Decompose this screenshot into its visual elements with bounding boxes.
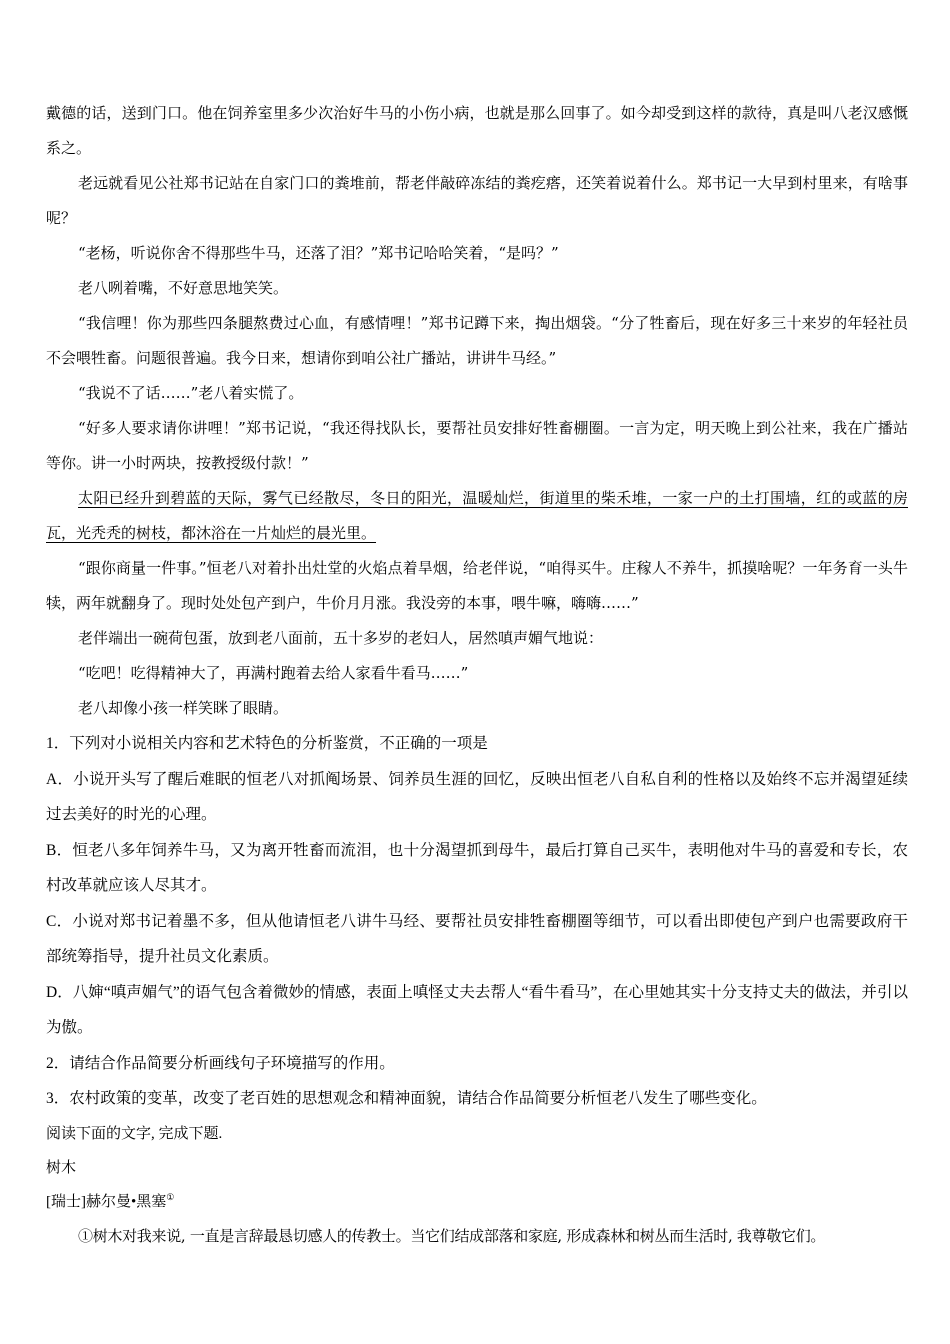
story-paragraph-7: “好多人要求请你讲哩！”郑书记说，“我还得找队长，要帮社员安排好牲畜棚圈。一言为定，明天晚上到公社来，我在广播站等你。讲一小时两块，按教授级付款！” [46, 419, 908, 472]
story-paragraph-10: 老伴端出一碗荷包蛋，放到老八面前，五十多岁的老妇人，居然嗔声媚气地说： [78, 629, 604, 647]
reading-title: 树木 [46, 1159, 77, 1176]
reading-instruction: 阅读下面的文字, 完成下题. [46, 1125, 223, 1142]
author-name: [瑞士]赫尔曼•黑塞 [46, 1193, 167, 1210]
story-paragraph-12: 老八却像小孩一样笑眯了眼睛。 [78, 699, 289, 717]
question-2: 2．请结合作品简要分析画线句子环境描写的作用。 [46, 1054, 395, 1072]
story-paragraph-6: “我说不了话……”老八着实慌了。 [78, 384, 304, 402]
underlined-environment-description: 太阳已经升到碧蓝的天际，雾气已经散尽，冬日的阳光，温暖灿烂，街道里的柴禾堆，一家一户的土打围墙，红的或蓝的房瓦，光秃秃的树枝，都沐浴在一片灿烂的晨光里。 [46, 489, 908, 542]
question-1-option-a: A．小说开头写了醒后难眠的恒老八对抓阄场景、饲养员生涯的回忆，反映出恒老八自私自利的性格以及始终不忘并渴望延续过去美好的时光的心理。 [46, 770, 908, 823]
document-page [46, 96, 908, 1253]
question-1-stem: 1．下列对小说相关内容和艺术特色的分析鉴赏，不正确的一项是 [46, 735, 488, 752]
reading-first-paragraph: ①树木对我来说, 一直是言辞最恳切感人的传教士。当它们结成部落和家庭, 形成森林和树丛而生活时, 我尊敬它们。 [78, 1226, 826, 1245]
question-1-option-c: C．小说对郑书记着墨不多，但从他请恒老八讲牛马经、要帮社员安排牲畜棚圈等细节，可以看出即使包产到户也需要政府干部统筹指导，提升社员文化素质。 [46, 912, 908, 965]
question-1-option-d: D．八婶“嗔声媚气”的语气包含着微妙的情感，表面上嗔怪丈夫去帮人“看牛看马”，在心里她其实十分支持丈夫的做法，并引以为傲。 [46, 983, 908, 1036]
question-3: 3．农村政策的变革，改变了老百姓的思想观念和精神面貌，请结合作品简要分析恒老八发生了哪些变化。 [46, 1090, 767, 1107]
story-paragraph-11: “吃吧！吃得精神大了，再满村跑着去给人家看牛看马……” [78, 664, 469, 682]
story-paragraph-5: “我信哩！你为那些四条腿熬费过心血，有感情哩！”郑书记蹲下来，掏出烟袋。“分了牲畜后，现在好多三十来岁的年轻社员不会喂牲畜。问题很普遍。我今日来，想请你到咱公社广播站，讲讲牛马经。” [46, 314, 908, 367]
story-paragraph-3: “老杨，听说你舍不得那些牛马，还落了泪？”郑书记哈哈笑着，“是吗？” [78, 244, 559, 262]
story-paragraph-4: 老八咧着嘴，不好意思地笑笑。 [78, 279, 289, 297]
story-paragraph-2: 老远就看见公社郑书记站在自家门口的粪堆前，帮老伴敲碎冻结的粪疙瘩，还笑着说着什么。郑书记一大早到村里来，有啥事呢？ [46, 174, 908, 227]
author-footnote-mark: ① [166, 1191, 175, 1202]
story-paragraph-1: 戴德的话，送到门口。他在饲养室里多少次治好牛马的小伤小病，也就是那么回事了。如今却受到这样的款待，真是叫八老汉感慨系之。 [46, 104, 908, 157]
story-paragraph-9: “跟你商量一件事。”恒老八对着扑出灶堂的火焰点着旱烟，给老伴说，“咱得买牛。庄稼人不养牛，抓摸啥呢？一年务育一头牛犊，两年就翻身了。现时处处包产到户，牛价月月涨。我没旁的本事，喂牛嘛，嗨嗨……” [46, 559, 908, 612]
question-1-option-b: B．恒老八多年饲养牛马，又为离开牲畜而流泪，也十分渴望抓到母牛，最后打算自己买牛，表明他对牛马的喜爱和专长，农村改革就应该人尽其才。 [46, 841, 908, 894]
reading-author [46, 1185, 908, 1219]
